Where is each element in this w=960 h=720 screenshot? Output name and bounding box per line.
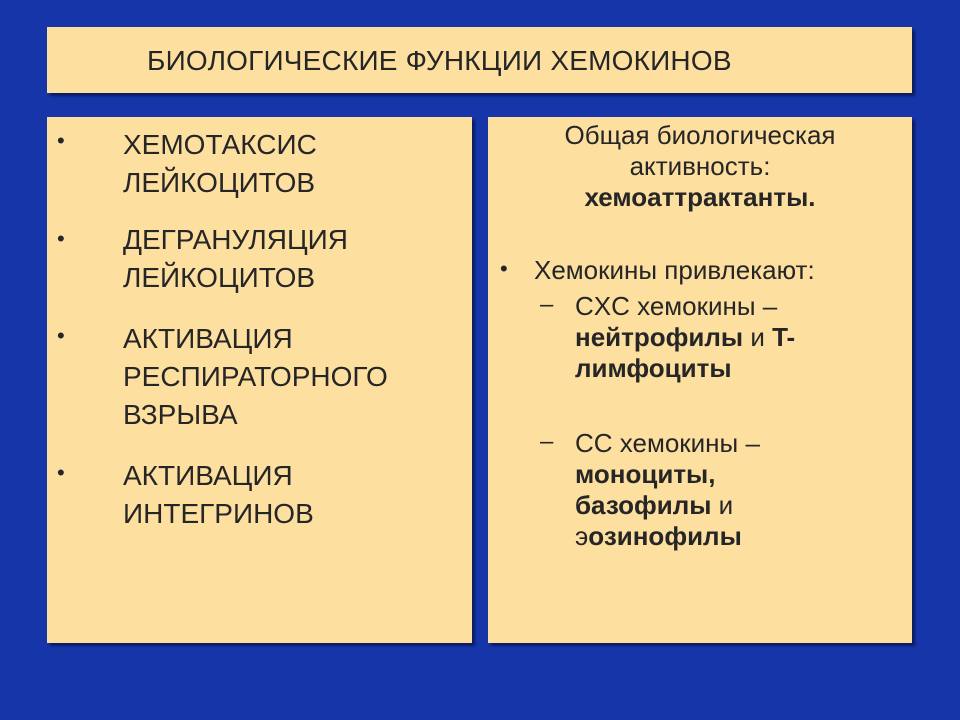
list-item-line: ЛЕЙКОЦИТОВ — [123, 167, 316, 198]
dash-bullet: – — [540, 291, 554, 318]
cc-cells-eosinophils: озинофилы — [588, 521, 742, 551]
list-item-text — [123, 221, 463, 297]
list-item-text — [123, 320, 463, 434]
intro-line: активность: — [629, 151, 771, 181]
list-item-line: РЕСПИРАТОРНОГО — [123, 361, 388, 392]
list-item-line: ЛЕЙКОЦИТОВ — [123, 262, 316, 293]
intro-emphasis: хемоаттрактанты. — [584, 182, 816, 212]
list-item-line: ДЕГРАНУЛЯЦИЯ — [123, 224, 349, 255]
bullet: • — [57, 460, 65, 485]
slide-title: БИОЛОГИЧЕСКИЕ ФУНКЦИИ ХЕМОКИНОВ — [147, 45, 732, 76]
cxc-line: CXC хемокины – — [575, 291, 778, 321]
bullet: • — [57, 323, 65, 348]
list-item-line: ВЗРЫВА — [123, 399, 238, 430]
intro-line: Общая биологическая — [564, 120, 836, 150]
cc-and: и — [711, 490, 734, 520]
bullet: • — [57, 128, 65, 153]
list-item-text — [123, 126, 463, 202]
dash-bullet: – — [540, 428, 554, 455]
cxc-item — [575, 291, 905, 384]
left-panel — [47, 117, 472, 643]
cxc-line — [575, 322, 905, 353]
cc-e: э — [575, 521, 589, 551]
list-item-text — [123, 457, 463, 533]
list-item-line: ИНТЕГРИНОВ — [123, 498, 314, 529]
cc-item — [575, 428, 905, 552]
list-item-line: ХЕМОТАКСИС — [123, 129, 317, 160]
list-item-line: АКТИВАЦИЯ — [123, 323, 293, 354]
activity-intro — [488, 120, 912, 213]
cxc-cells-t: T- — [772, 322, 796, 352]
cxc-cells-neutrophils: нейтрофилы — [575, 322, 744, 352]
cc-line — [575, 490, 905, 521]
bullet: • — [500, 256, 508, 281]
cc-line — [575, 521, 905, 552]
cc-cells-monocytes: моноциты, — [575, 459, 716, 489]
list-item-line: АКТИВАЦИЯ — [123, 460, 293, 491]
attracts-heading: Хемокины привлекают: — [534, 255, 815, 285]
cc-line: CC хемокины – — [575, 428, 760, 458]
bullet: • — [57, 226, 65, 251]
title-box — [47, 27, 912, 93]
cxc-and: и — [743, 322, 773, 352]
cc-cells-basophils: базофилы — [575, 490, 712, 520]
right-panel — [488, 117, 912, 643]
cxc-cells-lymphocytes: лимфоциты — [575, 353, 732, 383]
